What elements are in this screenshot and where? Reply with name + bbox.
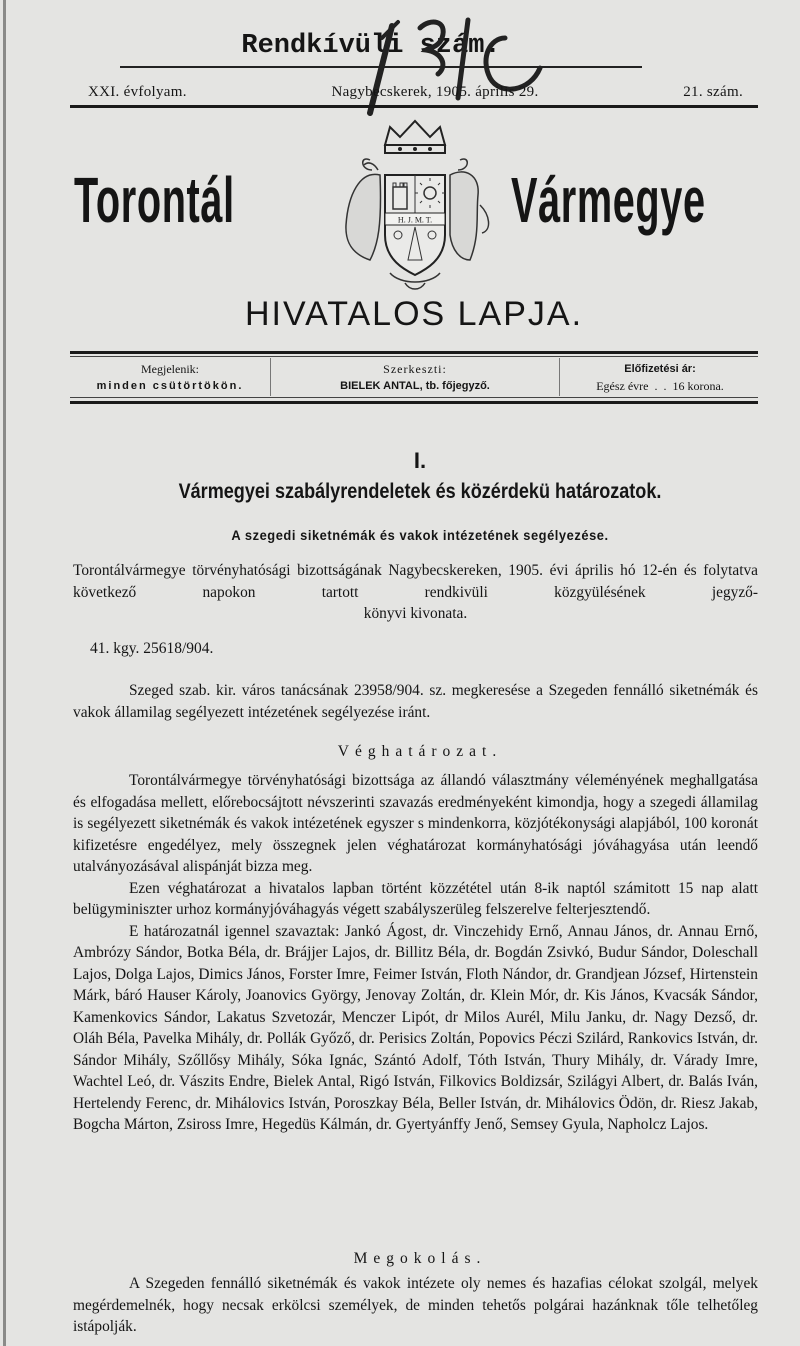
decision-paragraph: Torontálvármegye törvényhatósági bizottsága az állandó választmány véleményének meghallgatása és elfogadása mellett, előrebocsájtott névszerinti szavazás eredményeként kimondja, hogy a szegedi államilag is segélyezett siketnémák és vakok intézetének egyszer s mindenkorra, közjótékonysági alapjából, 100 koronát kifizetésre engedélyez, mely összegnek jelen véghatározat kormányhatósági jóváhagyása után leendő utalványozásával alispánját bizza meg. — [73, 772, 758, 875]
article-intro — [73, 560, 758, 625]
subscription-price — [559, 358, 760, 396]
decision-paragraph: Ezen véghatározat a hivatalos lapban történt közzététel után 8-ik naptól számitott 15 nap alatt belügyminiszter urhoz kormányjóváhagyás végett szabályszerüleg felszerelve felterjesztendő. — [73, 879, 758, 918]
request-paragraph — [73, 680, 758, 723]
info-box — [70, 358, 758, 396]
page-edge — [3, 0, 6, 1346]
issue-info-line — [88, 84, 743, 101]
voters-paragraph: E határozatnál igennel szavaztak: Jankó Ágost, dr. Vinczehidy Ernő, Annau János, dr. Annau Ernő, Ambrózy Sándor, Botka Béla, dr. Brájjer Lajos, dr. Billitz Béla, dr. Bogdán Zsivkó, Budur Sándor, Doleschall Lajos, Dolga Lajos, Dimics János, Forster Imre, Feimer István, Floth Nándor, dr. Grandjean József, Hirtenstein Márk, báró Hauser Károly, Joanovics György, Jenovay Zoltán, dr. Klein Mór, dr. Kis János, Kvacsák Sándor, Kamenkovics Sándor, Lakatus Szvetozár, Menczer Lipót, dr Milos Aurél, Milu Janku, dr. Nagy Dezső, dr. Oláh Béla, Pavelka Mihály, dr. Pollák Győző, dr. Perisics Zoltán, Popovics Péczi Szilárd, Rankovics István, dr. Sándor Mihály, Szőllősy Mihály, Sóka Ignác, Szántó Adolf, Tóth István, Thury Mihály, dr. Várady Imre, Wachtel Leó, dr. Vászits Endre, Bielek Antal, Rigó István, Filkovics Boldizsár, Szilágyi Albert, dr. Balás Iván, Hertelendy Ferenc, dr. Mihálovics István, Poroszkay Béla, Beller István, dr. Mihálovics Ödön, dr. Riesz Jakab, Bogcha Márton, Zsiross Imre, Hegedüs Kálmán, dr. Gyertyánffy Jenő, Semsey Gyula, Napholcz Lajos. — [73, 922, 758, 1133]
masthead-title-right: Vármegye — [511, 164, 706, 236]
price-value: Egész évre . . 16 korona. — [596, 379, 724, 393]
published-value: minden csütörtökön. — [96, 380, 244, 392]
decision-heading: Véghatározat. — [337, 743, 503, 760]
reference-number: 41. kgy. 25618/904. — [90, 640, 214, 657]
reasoning-heading: Megokolás. — [353, 1250, 487, 1267]
editor-value: BIELEK ANTAL, tb. főjegyző. — [340, 380, 490, 392]
issue-rule — [70, 105, 758, 108]
issue-number: 21. szám. — [683, 84, 743, 100]
section-number: I. — [413, 448, 427, 473]
editor-info — [270, 358, 559, 396]
reasoning-body — [73, 1273, 758, 1338]
price-label: Előfizetési ár: — [624, 363, 696, 375]
intro-text-last: könyvi kivonata. — [363, 605, 468, 622]
coat-of-arms-icon — [330, 115, 500, 295]
article-title: A szegedi siketnémák és vakok intézetének segélyezése. — [231, 527, 609, 543]
header-rule — [120, 66, 642, 68]
request-text: Szeged szab. kir. város tanácsának 23958/904. sz. megkeresése a Szegeden fennálló siketnémák és vakok államilag segélyezett intézetének segélyezése iránt. — [73, 682, 758, 721]
reasoning-paragraph: A Szegeden fennálló siketnémák és vakok intézete oly nemes és hazafias célokat szolgál, melyek megérdemelnék, hogy necsak erkölcsi személyek, de minden tehetős polgárai hazánknak tőle telhetőleg istápolják. — [73, 1275, 758, 1335]
handwritten-number-mark — [330, 8, 580, 118]
info-rule — [70, 397, 758, 398]
extra-issue-label: Rendkívüli szám. — [241, 31, 501, 61]
intro-text: Torontálvármegye törvényhatósági bizottságának Nagybecskereken, 1905. évi április hó 12-én és folytatva következő napokon tartott rendkivüli közgyülésének jegyző- — [73, 562, 758, 601]
editor-label: Szerkeszti: — [383, 362, 447, 376]
info-rule — [70, 401, 758, 404]
masthead-subtitle: HIVATALOS LAPJA. — [244, 295, 584, 333]
info-rule — [70, 351, 758, 354]
volume-label: XXI. évfolyam. — [88, 84, 187, 100]
published-label: Megjelenik: — [141, 362, 199, 376]
crest-initials: H. J. M. T. — [397, 215, 433, 225]
info-rule — [70, 356, 758, 357]
section-title: Vármegyei szabályrendeletek és közérdekü határozatok. — [178, 480, 662, 503]
publication-schedule — [70, 358, 270, 396]
decision-body — [73, 770, 758, 1136]
masthead-title-left: Torontál — [74, 164, 235, 236]
place-date: Nagybecskerek, 1905. április 29. — [331, 84, 539, 100]
